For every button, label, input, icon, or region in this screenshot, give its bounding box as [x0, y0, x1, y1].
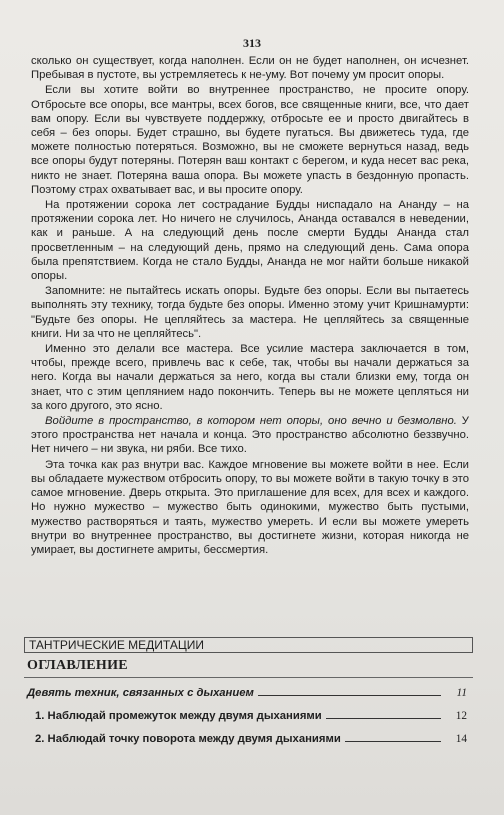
paragraph: Эта точка как раз внутри вас. Каждое мгновение вы можете войти в нее. Если вы обладаете мужеством отбросить опору, то вы можете войти в такую точку в это самое мгновение. Дверь открыта. Это приглашение для всех, для всех и каждого. Но нужно мужество – мужество быть одинокими, мужество быть пустыми, мужество растворяться и таять, мужество умереть. И если вы можете умереть внутри во внутреннее пространство, вы достигнете жизни, которая никогда не умирает, вы достигнете амриты, бессмертия. — [31, 458, 469, 556]
page-number: 313 — [243, 36, 261, 50]
toc-heading: ОГЛАВЛЕНИЕ — [27, 658, 128, 673]
toc-leader — [258, 695, 441, 696]
body-text — [31, 54, 469, 558]
paragraph: На протяжении сорока лет сострадание Будды ниспадало на Ананду – на протяжении сорока лет. Но ничего не случилось, Ананда оставался в неведении, как и раньше. А на следующий день после смерти Будды Ананда стал просветленным – на следующий день, прямо на следующий день. Сама опора была препятствием. Когда не стало Будды, Ананда не мог найти больше никакой опоры. — [31, 199, 469, 283]
italic-sentence: Войдите в пространство, в котором нет опоры, оно вечно и безмолвно. — [45, 415, 457, 428]
toc-entry-label: 1. Наблюдай промежуток между двумя дыханиями — [35, 710, 322, 722]
divider — [24, 677, 473, 678]
toc-leader — [345, 741, 441, 742]
paragraph: Если вы хотите войти во внутреннее пространство, не просите опору. Отбросьте все опоры, все мантры, всех богов, все священные книги, все, что дает вам опору. Если вы чувствуете поддержку, отбросьте ее и просто двигайтесь в себя – без опоры. Будет страшно, вы будете пугаться. Вы движетесь туда, где можете полностью потеряться. Возможно, вы не сможете вернуться назад, ведь все опоры будут потеряны. Потерян ваш контакт с берегом, и куда несет вас река, никто не знает. Потеряна ваша опора. Вы можете упасть в бездонную пропасть. Поэтому страх охватывает вас, и вы просите опору. — [31, 84, 469, 196]
toc-entry-page: 11 — [456, 687, 467, 699]
paragraph: Запомните: не пытайтесь искать опоры. Будьте без опоры. Если вы пытаетесь выполнять эту технику, тогда будьте без опоры. Именно этому учит Кришнамурти: "Будьте без опоры. Не цепляйтесь за мастера. Не цепляйтесь за священные книги. Ни за что не цепляйтесь". — [31, 285, 469, 340]
toc-entry[interactable] — [35, 710, 467, 726]
toc-leader — [326, 718, 441, 719]
toc-entry[interactable] — [27, 687, 467, 703]
paragraph-italic — [31, 414, 469, 457]
section-header: ТАНТРИЧЕСКИЕ МЕДИТАЦИИ — [24, 637, 473, 653]
toc-entry-label: 2. Наблюдай точку поворота между двумя дыханиями — [35, 733, 341, 745]
paragraph: Именно это делали все мастера. Все усилие мастера заключается в том, чтобы, прежде всего, привлечь вас к себе, так, чтобы вы начали держаться за него. Когда вы начали держаться за него, когда вы стали близки ему, тогда он знает, что с этим цеплянием надо покончить. Теперь вы не можете цепляться ни за кого другого, это ясно. — [31, 343, 469, 412]
paragraph-tail: У этого пространства нет начала и конца. Это пространство абсолютно беззвучно. Нет ничего – ни звука, ни ряби. Все тихо. — [31, 415, 469, 456]
toc-entry-label: Девять техник, связанных с дыханием — [27, 687, 254, 699]
toc-entry[interactable] — [35, 733, 467, 749]
toc-entry-page: 12 — [455, 710, 467, 722]
paragraph: сколько он существует, когда наполнен. Если он не будет наполнен, он исчезнет. Пребывая в пустоте, вы устремляетесь к не-уму. Вот почему ум просит опоры. — [31, 55, 469, 82]
toc-entry-page: 14 — [455, 733, 467, 745]
